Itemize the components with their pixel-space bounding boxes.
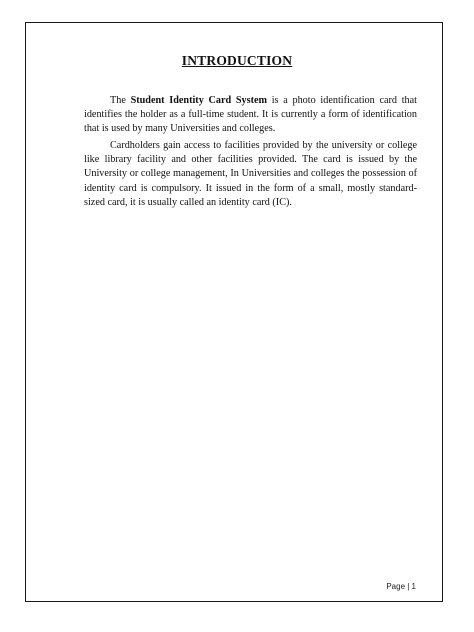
page-number-footer: Page | 1 — [386, 582, 416, 591]
page-title: INTRODUCTION — [181, 53, 293, 68]
paragraph-1-rest: is a photo identification card that identifies the holder as a full-time student. It is currently a form of identification that is used by many Universities and colleges. — [84, 95, 417, 135]
paragraph-1 — [84, 94, 417, 137]
paragraph-2: Cardholders gain access to facilities provided by the university or college like library facility and other facilities provided. The card is issued by the University or college management, In Universities and colleges the possession of identity card is compulsory. It issued in the form of a small, mostly standard-sized card, it is usually called an identity card (IC). — [84, 140, 417, 208]
paragraph-1-bold-term: Student Identity Card System — [130, 95, 267, 106]
paragraph-1-prefix: The — [110, 95, 131, 106]
